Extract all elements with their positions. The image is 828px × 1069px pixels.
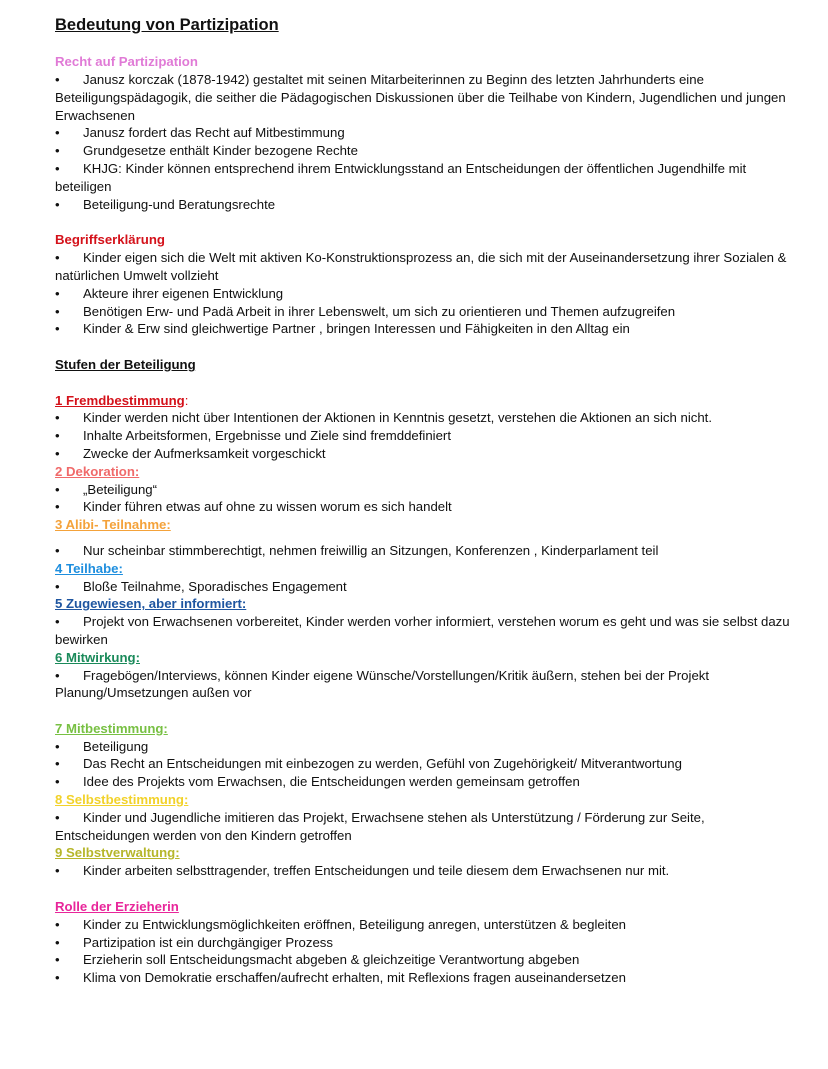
stufe-8 [55,791,800,844]
list-item: • Kinder und Jugendliche imitieren das Projekt, Erwachsene stehen als Unterstützung / Förderung zur Seite, Entscheidungen werden von den Kindern getroffen [55,809,705,843]
stufe-heading: 6 Mitwirkung: [55,649,140,665]
bullet-icon: • [55,756,60,772]
bullet-icon: • [55,321,60,337]
bullet-icon: • [55,916,60,932]
list-item: • Idee des Projekts vom Erwachsen, die Entscheidungen werden gemeinsam getroffen [55,774,580,790]
bullet-icon: • [55,481,60,497]
list-item: • Erzieherin soll Entscheidungsmacht abgeben & gleichzeitige Verantwortung abgeben [55,952,580,968]
list-item: • Benötigen Erw- und Padä Arbeit in ihrer Lebenswelt, um sich zu orientieren und Themen aufzugreifen [55,303,676,319]
bullet-icon: • [55,428,60,444]
document-page [55,14,800,987]
list-item: • Janusz fordert das Recht auf Mitbestimmung [55,125,345,141]
list-item: • „Beteiligung“ [55,481,158,497]
section-heading-begriff: Begriffserklärung [55,232,165,248]
bullet-icon: • [55,578,60,594]
list-item: • KHJG: Kinder können entsprechend ihrem Entwicklungsstand an Entscheidungen der öffentlichen Jugendhilfe mit beteiligen [55,160,747,194]
bullet-icon: • [55,143,60,159]
section-heading-rolle: Rolle der Erzieherin [55,898,179,914]
bullet-icon: • [55,970,60,986]
stufe-heading: 9 Selbstverwaltung: [55,845,180,861]
stufe-heading: 5 Zugewiesen, aber informiert: [55,596,247,612]
bullet-icon: • [55,196,60,212]
list-item: • Partizipation ist ein durchgängiger Prozess [55,934,333,950]
stufe-2 [55,463,800,516]
bullet-icon: • [55,285,60,301]
list-item: • Das Recht an Entscheidungen mit einbezogen zu werden, Gefühl von Zugehörigkeit/ Mitverantwortung [55,756,682,772]
bullet-icon: • [55,445,60,461]
bullet-icon: • [55,542,60,558]
list-item: • Fragebögen/Interviews, können Kinder eigene Wünsche/Vorstellungen/Kritik äußern, stehen bei der Projekt Planung/Umsetzungen außen vor [55,667,710,701]
list-item: • Inhalte Arbeitsformen, Ergebnisse und Ziele sind fremddefiniert [55,428,451,444]
stufe-heading: 3 Alibi- Teilnahme: [55,517,171,533]
stufe-7 [55,720,800,791]
bullet-icon: • [55,499,60,515]
bullet-icon: • [55,667,60,683]
bullet-icon: • [55,809,60,825]
list-item: • Kinder zu Entwicklungsmöglichkeiten eröffnen, Beteiligung anregen, unterstützen & begleiten [55,916,626,932]
bullet-icon: • [55,952,60,968]
bullet-icon: • [55,614,60,630]
bullet-icon: • [55,125,60,141]
section-heading-recht: Recht auf Partizipation [55,54,198,69]
stufe-heading: 4 Teilhabe: [55,560,123,576]
stufe-heading: 1 Fremdbestimmung: [55,392,189,408]
list-item: • Klima von Demokratie erschaffen/aufrecht erhalten, mit Reflexions fragen auseinandersetzen [55,970,626,986]
document-title: Bedeutung von Partizipation [55,16,279,34]
stufe-9 [55,844,800,880]
bullet-icon: • [55,250,60,266]
list-item: • Beteiligung [55,738,149,754]
list-item: • Kinder eigen sich die Welt mit aktiven Ko-Konstruktionsprozess an, die sich mit der Auseinandersetzung ihrer Sozialen & natürlichen Umwelt vollzieht [55,250,787,283]
list-item: • Projekt von Erwachsenen vorbereitet, Kinder werden vorher informiert, verstehen worum es geht und was sie selbst dazu bewirken [55,614,790,647]
bullet-icon: • [55,160,60,176]
list-item: • Bloße Teilnahme, Sporadisches Engagement [55,578,347,594]
list-item: • Kinder führen etwas auf ohne zu wissen worum es sich handelt [55,499,452,515]
stufe-6 [55,649,800,702]
bullet-icon: • [55,410,60,426]
stufe-5 [55,595,800,648]
list-item: • Janusz korczak (1878-1942) gestaltet mit seinen Mitarbeiterinnen zu Beginn des letzten Jahrhunderts eine Beteiligungspädagogik, die seither die Pädagogischen Diskussionen über die Teilhabe von Kindern, Jugendlichen und jungen Erwachsenen [55,72,786,123]
list-item: • Kinder & Erw sind gleichwertige Partner , bringen Interessen und Fähigkeiten in den Alltag ein [55,321,630,337]
section-rolle [55,898,800,987]
bullet-icon: • [55,774,60,790]
list-item: • Grundgesetze enthält Kinder bezogene Rechte [55,143,358,159]
section-recht [55,53,800,213]
stufe-1 [55,392,800,463]
section-stufen [55,356,800,880]
stufe-3 [55,516,800,560]
section-begriff [55,231,800,338]
list-item: • Kinder arbeiten selbsttragender, treffen Entscheidungen und teile diesem dem Erwachsenen nur mit. [55,863,670,879]
bullet-icon: • [55,72,60,87]
stufe-heading: 7 Mitbestimmung: [55,720,168,736]
bullet-icon: • [55,863,60,879]
section-heading-stufen: Stufen der Beteiligung [55,356,196,372]
list-item: • Nur scheinbar stimmberechtigt, nehmen freiwillig an Sitzungen, Konferenzen , Kinderparlament teil [55,542,659,558]
stufe-heading: 8 Selbstbestimmung: [55,792,189,808]
list-item: • Akteure ihrer eigenen Entwicklung [55,285,284,301]
bullet-icon: • [55,303,60,319]
list-item: • Kinder werden nicht über Intentionen der Aktionen in Kenntnis gesetzt, verstehen die Aktionen an sich nicht. [55,410,713,426]
bullet-icon: • [55,934,60,950]
stufe-4 [55,560,800,596]
stufe-heading: 2 Dekoration: [55,463,140,479]
list-item: • Zwecke der Aufmerksamkeit vorgeschickt [55,445,326,461]
bullet-icon: • [55,738,60,754]
list-item: • Beteiligung-und Beratungsrechte [55,196,276,212]
